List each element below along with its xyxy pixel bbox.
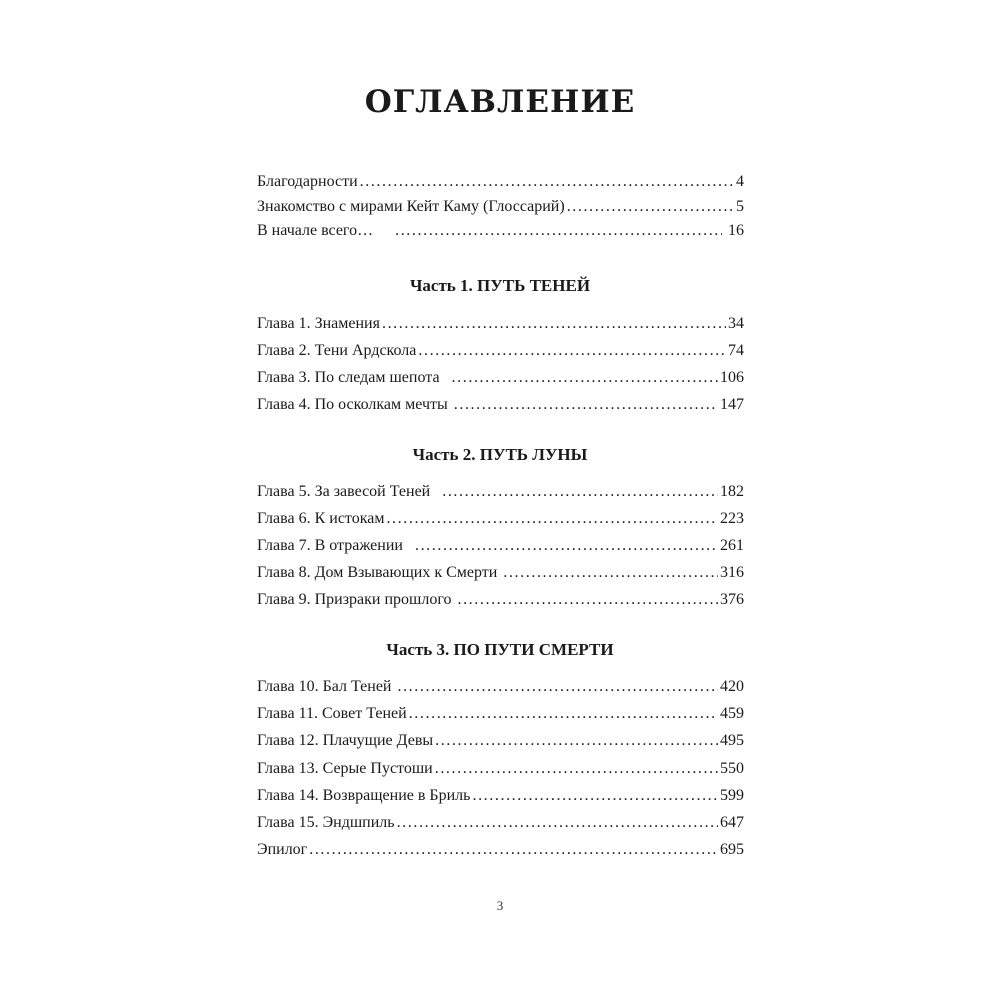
- dot-leader: [454, 393, 718, 417]
- toc-entry-chapter-8[interactable]: [257, 561, 744, 585]
- toc-entry-chapter-7[interactable]: [257, 534, 744, 558]
- toc-entry-page: 5: [736, 198, 744, 215]
- toc-entry-label: Глава 8. Дом Взывающих к Смерти: [257, 564, 498, 581]
- dot-leader: [452, 366, 718, 390]
- toc-entry-epilogue[interactable]: [257, 838, 744, 862]
- toc-entry-chapter-9[interactable]: [257, 588, 744, 612]
- toc-entry-page: 376: [720, 591, 744, 608]
- toc-entry-chapter-13[interactable]: [257, 757, 744, 781]
- toc-entry-page: 459: [720, 705, 744, 722]
- toc-entry-label: В начале всего…: [257, 222, 374, 239]
- toc-entry-label: Глава 7. В отражении: [257, 537, 403, 554]
- toc-entry-page: 420: [720, 678, 744, 695]
- toc-entry-page: 261: [720, 537, 744, 554]
- dot-leader: [397, 811, 718, 835]
- dot-leader: [386, 507, 718, 531]
- dot-leader: [360, 170, 734, 194]
- dot-leader: [435, 757, 718, 781]
- toc-entry-label: Благодарности: [257, 173, 358, 190]
- part-heading-2: Часть 2. ПУТЬ ЛУНЫ: [412, 445, 588, 464]
- toc-entry-chapter-15[interactable]: [257, 811, 744, 835]
- dot-leader: [567, 195, 734, 219]
- dot-leader: [409, 702, 718, 726]
- toc-entry-chapter-5[interactable]: [257, 480, 744, 504]
- part-heading-1: Часть 1. ПУТЬ ТЕНЕЙ: [409, 276, 591, 295]
- toc-entry-page: 550: [720, 760, 744, 777]
- dot-leader: [503, 561, 718, 585]
- dot-leader: [435, 729, 718, 753]
- toc-entry-label: Глава 4. По осколкам мечты: [257, 396, 448, 413]
- toc-entry-acknowledgements[interactable]: [257, 170, 744, 194]
- toc-entry-chapter-6[interactable]: [257, 507, 744, 531]
- toc-entry-label: Знакомство с мирами Кейт Каму (Глоссарий): [257, 198, 565, 215]
- dot-leader: [415, 534, 718, 558]
- dot-leader: [397, 675, 718, 699]
- toc-entry-chapter-2[interactable]: [257, 339, 744, 363]
- dot-leader: [457, 588, 718, 612]
- toc-entry-chapter-11[interactable]: [257, 702, 744, 726]
- toc-entry-page: 147: [720, 396, 744, 413]
- toc-entry-prologue[interactable]: [257, 219, 744, 243]
- toc-entry-label: Глава 2. Тени Ардскола: [257, 342, 417, 359]
- toc-entry-page: 599: [720, 787, 744, 804]
- toc-entry-label: Глава 13. Серые Пустоши: [257, 760, 433, 777]
- toc-entry-chapter-3[interactable]: [257, 366, 744, 390]
- toc-entry-page: 223: [720, 510, 744, 527]
- toc-entry-page: 316: [720, 564, 744, 581]
- toc-entry-glossary[interactable]: [257, 195, 744, 219]
- toc-entry-chapter-14[interactable]: [257, 784, 744, 808]
- toc-entry-page: 16: [728, 222, 744, 239]
- toc-entry-page: 74: [728, 342, 744, 359]
- toc-entry-page: 695: [720, 841, 744, 858]
- toc-entry-page: 34: [728, 315, 744, 332]
- toc-entry-label: Глава 3. По следам шепота: [257, 369, 440, 386]
- toc-entry-page: 182: [720, 483, 744, 500]
- toc-entry-label: Глава 1. Знамения: [257, 315, 380, 332]
- dot-leader: [442, 480, 718, 504]
- dot-leader: [418, 339, 726, 363]
- toc-entry-chapter-12[interactable]: [257, 729, 744, 753]
- toc-entry-label: Глава 12. Плачущие Девы: [257, 732, 434, 749]
- dot-leader: [395, 219, 722, 243]
- toc-entry-label: Глава 6. К истокам: [257, 510, 385, 527]
- toc-entry-page: 106: [720, 369, 744, 386]
- toc-entry-page: 4: [736, 173, 744, 190]
- toc-entry-label: Глава 11. Совет Теней: [257, 705, 407, 722]
- page-title: ОГЛАВЛЕНИЕ: [364, 84, 636, 120]
- dot-leader: [309, 838, 718, 862]
- dot-leader: [472, 784, 718, 808]
- toc-entry-label: Эпилог: [257, 841, 308, 858]
- toc-entry-chapter-10[interactable]: [257, 675, 744, 699]
- toc-entry-chapter-1[interactable]: [257, 312, 744, 336]
- toc-entry-label: Глава 10. Бал Теней: [257, 678, 392, 695]
- toc-entry-chapter-4[interactable]: [257, 393, 744, 417]
- part-heading-3: Часть 3. ПО ПУТИ СМЕРТИ: [386, 640, 614, 659]
- toc-entry-label: Глава 5. За завесой Теней: [257, 483, 431, 500]
- toc-entry-label: Глава 14. Возвращение в Бриль: [257, 787, 471, 804]
- toc-entry-label: Глава 9. Призраки прошлого: [257, 591, 452, 608]
- toc-entry-page: 495: [720, 732, 744, 749]
- toc-entry-label: Глава 15. Эндшпиль: [257, 814, 395, 831]
- dot-leader: [382, 312, 726, 336]
- toc-entry-page: 647: [720, 814, 744, 831]
- page-number: 3: [496, 898, 504, 913]
